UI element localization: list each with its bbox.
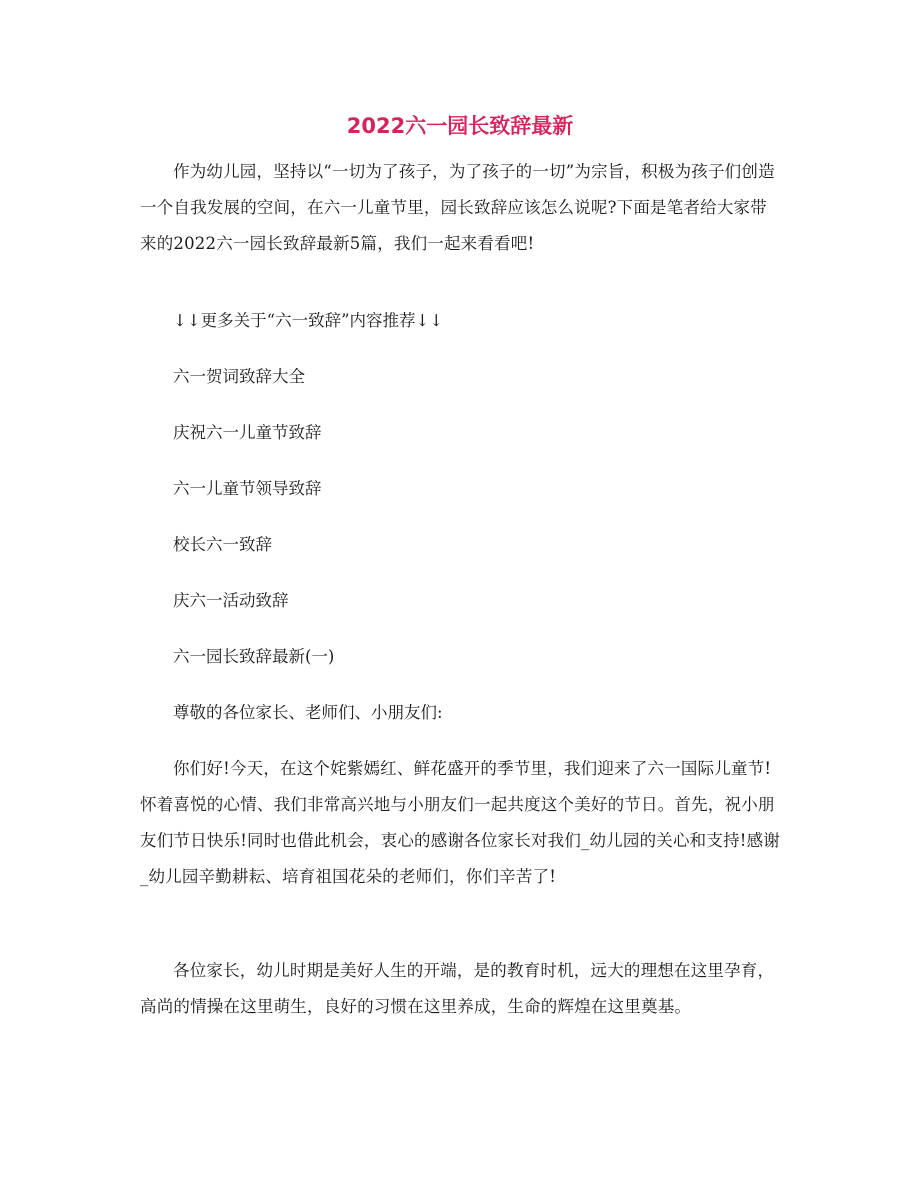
recommend-header: ↓↓更多关于“六一致辞”内容推荐↓↓	[173, 311, 444, 330]
body-paragraph-1: 你们好!今天，在这个姹紫嫣红、鲜花盛开的季节里，我们迎来了六一国际儿童节!怀着喜悦的心情、我们非常高兴地与小朋友们一起共度这个美好的节日。首先，祝小朋友们节日快乐!同时也借此机会，衷心的感谢各位家长对我们_幼儿园的关心和支持!感谢_幼儿园辛勤耕耘、培育祖国花朵的老师们，你们辛苦了!	[140, 759, 781, 886]
link-item[interactable]: 校长六一致辞	[173, 535, 272, 554]
link-item[interactable]: 六一贺词致辞大全	[173, 367, 305, 386]
intro-paragraph: 作为幼儿园，坚持以“一切为了孩子，为了孩子的一切”为宗旨，积极为孩子们创造一个自我发展的空间，在六一儿童节里，园长致辞应该怎么说呢?下面是笔者给大家带来的2022六一园长致辞最新5篇，我们一起来看看吧!	[140, 162, 775, 253]
section-title: 六一园长致辞最新(一)	[173, 647, 335, 666]
document-title: 2022六一园长致辞最新	[346, 114, 574, 138]
body-paragraph-2: 各位家长，幼儿时期是美好人生的开端，是的教育时机，远大的理想在这里孕育，高尚的情操在这里萌生，良好的习惯在这里养成，生命的辉煌在这里奠基。	[140, 961, 775, 1016]
link-item[interactable]: 六一儿童节领导致辞	[173, 479, 322, 498]
link-item[interactable]: 庆六一活动致辞	[173, 591, 289, 610]
link-item[interactable]: 庆祝六一儿童节致辞	[173, 423, 322, 442]
salutation: 尊敬的各位家长、老师们、小朋友们:	[173, 703, 443, 722]
